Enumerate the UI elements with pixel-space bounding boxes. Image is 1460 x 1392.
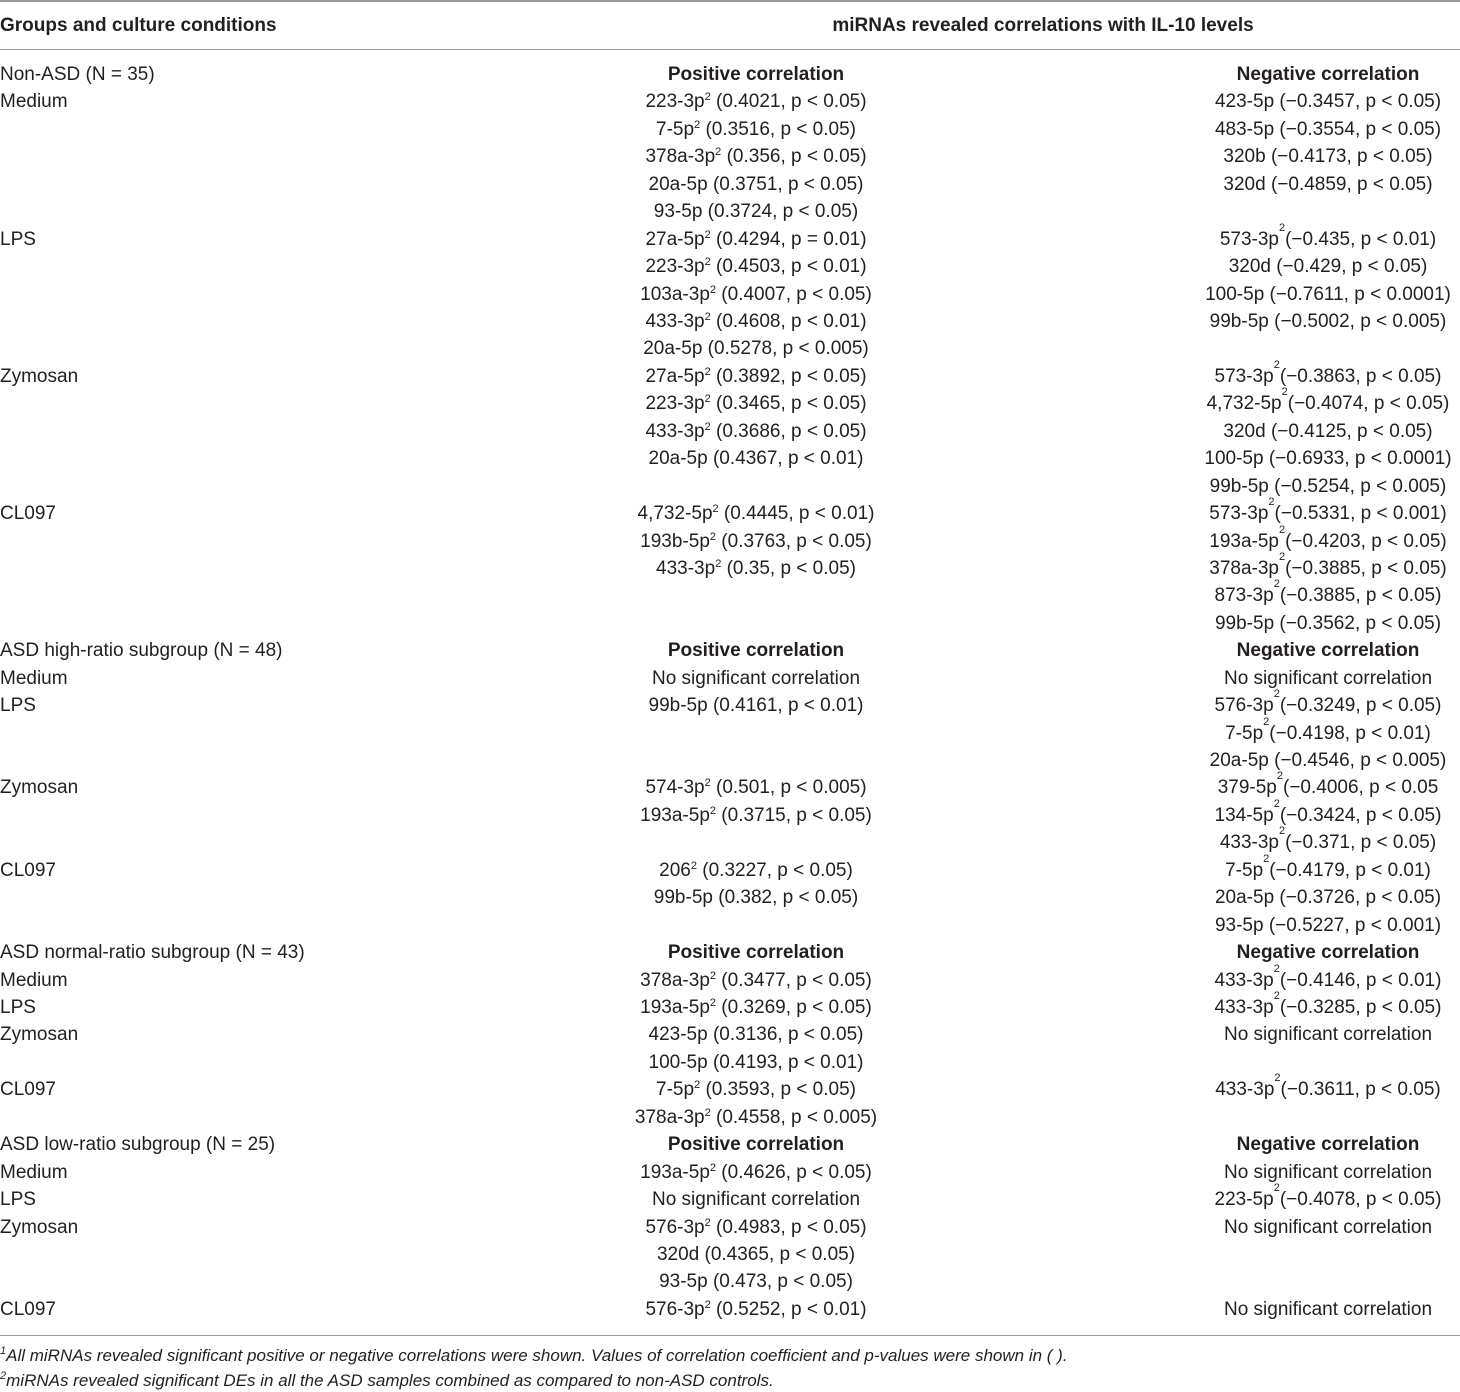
positive-correlation-cell: $27a-5p^2$ (0.3892, p < 0.05) <box>645 365 867 387</box>
negative-correlation-cell: 379-5p 2 (−0.4006, p < 0.05 <box>1217 770 1439 799</box>
superscript-note-2: 2 <box>704 311 711 323</box>
group-label: Medium <box>0 667 68 689</box>
footnote-1-mark: 1 <box>0 1345 7 1357</box>
positive-correlation-cell: 100-5p (0.4193, p < 0.01) <box>648 1051 864 1073</box>
negative-correlation-cell: 320d (−0.4859, p < 0.05) <box>1223 173 1433 195</box>
positive-correlation-cell: $193a-5p^2$ (0.4626, p < 0.05) <box>640 1161 872 1183</box>
positive-correlation-cell: $223-3p^2$ (0.4021, p < 0.05) <box>645 91 867 113</box>
bottom-rule <box>0 1335 1460 1336</box>
positive-correlation-cell: $433-3p^2$ (0.4608, p < 0.01) <box>645 311 867 332</box>
negative-correlation-cell: 193a-5p 2 (−0.4203, p < 0.05) <box>1209 523 1447 552</box>
superscript-note-2: 2 <box>1278 550 1286 563</box>
group-label: ASD normal-ratio subgroup (N = 43) <box>0 942 305 964</box>
superscript-note-2: 2 <box>704 365 711 378</box>
positive-correlation-cell: $193a-5p^2$ (0.3269, p < 0.05) <box>640 997 872 1018</box>
negative-correlation-cell: 223-5p 2 (−0.4078, p < 0.05) <box>1214 1182 1442 1210</box>
footnote-2-text: miRNAs revealed significant DEs in all the ASD samples combined as compared to non-ASD controls. <box>6 1371 774 1390</box>
positive-correlation-cell: $378a-3p^2$ (0.356, p < 0.05) <box>645 146 867 168</box>
negative-correlation-cell: 7-5p 2 (−0.4179, p < 0.01) <box>1225 852 1431 881</box>
superscript-note-2: 2 <box>704 91 711 104</box>
superscript-note-2: 2 <box>704 256 711 269</box>
superscript-note-2: 2 <box>1268 496 1275 508</box>
negative-correlation-cell: 378a-3p 2 (−0.3885, p < 0.05) <box>1209 550 1447 579</box>
group-label: CL097 <box>0 859 56 881</box>
negative-correlation-cell: 573-3p 2 (−0.435, p < 0.01) <box>1219 221 1437 250</box>
superscript-note-2: 2 <box>1263 715 1270 728</box>
negative-correlation-cell: No significant correlation <box>1223 667 1433 689</box>
negative-correlation-cell: 433-3p 2 (−0.371, p < 0.05) <box>1219 825 1437 854</box>
negative-correlation-cell: Negative correlation <box>1236 640 1420 662</box>
footnote-1-text: All miRNAs revealed significant positive or negative correlations were shown. Values of correlation coefficient and p-values were shown in ( ). <box>6 1346 1068 1365</box>
positive-correlation-cell: $7-5p^2$ (0.3593, p < 0.05) <box>656 1079 856 1101</box>
group-label: CL097 <box>0 503 56 524</box>
superscript-note-2: 2 <box>1273 578 1280 591</box>
group-label: Medium <box>0 1161 68 1183</box>
negative-correlation-cell: No significant correlation <box>1223 1298 1433 1320</box>
positive-correlation-cell: $223-3p^2$ (0.3465, p < 0.05) <box>645 393 867 415</box>
positive-correlation-cell: 20a-5p (0.5278, p < 0.005) <box>643 338 869 360</box>
negative-correlation-cell: No significant correlation <box>1223 1216 1433 1238</box>
superscript-note-2: 2 <box>1273 1182 1280 1194</box>
positive-correlation-cell: Positive correlation <box>667 1134 845 1156</box>
positive-correlation-cell: $378a-3p^2$ (0.4558, p < 0.005) <box>634 1106 878 1128</box>
superscript-note-2: 2 <box>704 1106 711 1119</box>
footnote-2 <box>0 1370 774 1392</box>
positive-correlation-cell: $433-3p^2$ (0.3686, p < 0.05) <box>645 420 867 442</box>
superscript-note-2: 2 <box>1273 797 1280 810</box>
negative-correlation-cell: 423-5p (−0.3457, p < 0.05) <box>1214 91 1442 113</box>
header-mirnas: miRNAs revealed correlations with IL-10 levels <box>832 15 1254 36</box>
group-label: CL097 <box>0 1298 56 1320</box>
negative-correlation-cell: Negative correlation <box>1236 64 1420 85</box>
positive-correlation-cell: Positive correlation <box>667 64 845 85</box>
superscript-note-2: 2 <box>709 1161 717 1174</box>
positive-correlation-cell: $433-3p^2$ (0.35, p < 0.05) <box>656 557 856 579</box>
superscript-note-2: 2 <box>704 393 711 406</box>
superscript-note-2: 2 <box>1263 852 1270 865</box>
positive-correlation-cell: 320d (0.4365, p < 0.05) <box>656 1243 856 1265</box>
negative-correlation-cell: 433-3p 2 (−0.4146, p < 0.01) <box>1214 962 1442 991</box>
footnote-1 <box>0 1345 1068 1367</box>
negative-correlation-cell: 320b (−0.4173, p < 0.05) <box>1223 146 1433 168</box>
positive-correlation-cell: Positive correlation <box>667 942 845 964</box>
negative-correlation-cell: 4,732-5p 2 (−0.4074, p < 0.05) <box>1206 386 1450 415</box>
superscript-note-2: 2 <box>715 146 722 159</box>
negative-correlation-cell: 873-3p 2 (−0.3885, p < 0.05) <box>1214 578 1442 607</box>
superscript-note-2: 2 <box>690 859 697 872</box>
negative-correlation-cell: 99b-5p (−0.5254, p < 0.005) <box>1209 475 1447 497</box>
superscript-note-2: 2 <box>1278 523 1286 536</box>
superscript-note-2: 2 <box>1278 825 1286 838</box>
superscript-note-2: 2 <box>1281 386 1288 399</box>
superscript-note-2: 2 <box>709 530 717 543</box>
superscript-note-2: 2 <box>709 804 717 817</box>
positive-correlation-cell: 93-5p (0.3724, p < 0.05) <box>653 201 859 223</box>
negative-correlation-cell: 573-3p 2 (−0.3863, p < 0.05) <box>1214 358 1442 387</box>
superscript-note-2: 2 <box>709 997 717 1009</box>
positive-correlation-cell: 99b-5p (0.4161, p < 0.01) <box>648 695 864 717</box>
superscript-note-2: 2 <box>694 118 701 131</box>
positive-correlation-cell: $193a-5p^2$ (0.3715, p < 0.05) <box>640 804 872 826</box>
group-label: LPS <box>0 228 36 250</box>
superscript-note-2: 2 <box>704 228 711 241</box>
positive-correlation-cell: 423-5p (0.3136, p < 0.05) <box>648 1024 864 1046</box>
footnote-2-mark: 2 <box>0 1370 7 1382</box>
superscript-note-2: 2 <box>704 1298 711 1311</box>
positive-correlation-cell: $7-5p^2$ (0.3516, p < 0.05) <box>656 118 856 140</box>
negative-correlation-cell: 100-5p (−0.7611, p < 0.0001) <box>1205 283 1451 305</box>
positive-correlation-cell: $206^2$ (0.3227, p < 0.05) <box>659 859 853 881</box>
negative-correlation-cell: 20a-5p (−0.3726, p < 0.05) <box>1214 887 1442 909</box>
group-label: ASD high-ratio subgroup (N = 48) <box>0 640 283 662</box>
group-label: Zymosan <box>0 365 79 387</box>
superscript-note-2: 2 <box>1276 770 1283 783</box>
group-label: Non-ASD (N = 35) <box>0 64 155 85</box>
negative-correlation-cell: Negative correlation <box>1236 1134 1420 1156</box>
top-rule <box>0 0 1460 2</box>
superscript-note-2: 2 <box>1278 221 1286 234</box>
negative-correlation-cell: 100-5p (−0.6933, p < 0.0001) <box>1204 448 1452 470</box>
positive-correlation-cell: $223-3p^2$ (0.4503, p < 0.01) <box>645 256 867 278</box>
negative-correlation-cell: 99b-5p (−0.3562, p < 0.05) <box>1214 612 1442 634</box>
superscript-note-2: 2 <box>1274 1072 1281 1085</box>
negative-correlation-cell: 433-3p 2 (−0.3285, p < 0.05) <box>1214 990 1442 1018</box>
positive-correlation-cell: 93-5p (0.473, p < 0.05) <box>659 1271 853 1293</box>
negative-correlation-cell: Negative correlation <box>1236 942 1420 964</box>
negative-correlation-cell: 99b-5p (−0.5002, p < 0.005) <box>1209 311 1447 332</box>
positive-correlation-cell: No significant correlation <box>651 667 861 689</box>
superscript-note-2: 2 <box>1273 962 1280 975</box>
group-label: Medium <box>0 969 68 991</box>
positive-correlation-cell: $27a-5p^2$ (0.4294, p = 0.01) <box>645 228 867 250</box>
negative-correlation-cell: 7-5p 2 (−0.4198, p < 0.01) <box>1225 715 1431 744</box>
negative-correlation-cell: 20a-5p (−0.4546, p < 0.005) <box>1209 750 1447 771</box>
positive-correlation-cell: $576-3p^2$ (0.4983, p < 0.05) <box>645 1216 867 1238</box>
superscript-note-2: 2 <box>1273 358 1280 371</box>
negative-correlation-cell: No significant correlation <box>1223 1024 1433 1046</box>
positive-correlation-cell: $103a-3p^2$ (0.4007, p < 0.05) <box>640 283 872 305</box>
negative-correlation-cell: 573-3p 2 (−0.5331, p < 0.001) <box>1209 496 1447 524</box>
negative-correlation-cell: 134-5p 2 (−0.3424, p < 0.05) <box>1214 797 1442 826</box>
superscript-note-2: 2 <box>1273 990 1280 1002</box>
group-label: LPS <box>0 695 36 717</box>
positive-correlation-cell: 20a-5p (0.4367, p < 0.01) <box>648 448 864 470</box>
superscript-note-2: 2 <box>712 503 719 515</box>
negative-correlation-cell: 93-5p (−0.5227, p < 0.001) <box>1214 914 1442 936</box>
positive-correlation-cell: Positive correlation <box>667 640 845 662</box>
group-label: Medium <box>0 91 68 113</box>
superscript-note-2: 2 <box>715 557 722 570</box>
positive-correlation-cell: $4,732-5p^2$ (0.4445, p < 0.01) <box>637 503 875 524</box>
superscript-note-2: 2 <box>704 1216 711 1229</box>
group-label: Zymosan <box>0 1024 79 1046</box>
superscript-note-2: 2 <box>709 283 717 296</box>
negative-correlation-cell: 576-3p 2 (−0.3249, p < 0.05) <box>1214 688 1442 717</box>
negative-correlation-cell: 320d (−0.429, p < 0.05) <box>1228 256 1428 278</box>
negative-correlation-cell: 483-5p (−0.3554, p < 0.05) <box>1214 118 1442 140</box>
positive-correlation-cell: 99b-5p (0.382, p < 0.05) <box>653 887 859 909</box>
group-label: LPS <box>0 1189 36 1210</box>
superscript-note-2: 2 <box>1273 688 1280 701</box>
positive-correlation-cell: $378a-3p^2$ (0.3477, p < 0.05) <box>640 969 872 991</box>
negative-correlation-cell: 320d (−0.4125, p < 0.05) <box>1223 420 1433 442</box>
positive-correlation-cell: $576-3p^2$ (0.5252, p < 0.01) <box>645 1298 867 1320</box>
superscript-note-2: 2 <box>704 420 711 433</box>
superscript-note-2: 2 <box>709 969 717 982</box>
negative-correlation-cell: No significant correlation <box>1223 1161 1433 1183</box>
positive-correlation-cell: $574-3p^2$ (0.501, p < 0.005) <box>645 777 867 799</box>
negative-correlation-cell: 433-3p 2 (−0.3611, p < 0.05) <box>1215 1072 1441 1101</box>
positive-correlation-cell: 20a-5p (0.3751, p < 0.05) <box>648 173 864 195</box>
group-label: Zymosan <box>0 1216 79 1238</box>
header-groups: Groups and culture conditions <box>0 15 277 36</box>
group-label: CL097 <box>0 1079 56 1101</box>
positive-correlation-cell: No significant correlation <box>651 1189 861 1210</box>
group-label: ASD low-ratio subgroup (N = 25) <box>0 1134 276 1156</box>
group-label: Zymosan <box>0 777 79 799</box>
positive-correlation-cell: $193b-5p^2$ (0.3763, p < 0.05) <box>640 530 872 552</box>
header-rule <box>0 49 1460 50</box>
group-label: LPS <box>0 997 36 1018</box>
superscript-note-2: 2 <box>694 1079 701 1092</box>
superscript-note-2: 2 <box>704 777 711 790</box>
